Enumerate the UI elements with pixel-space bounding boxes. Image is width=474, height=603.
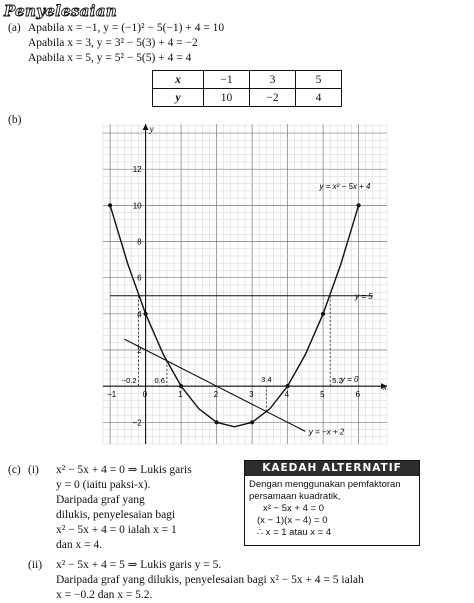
y-axis-arrow [143,124,149,130]
part-c-ii-line-1: x² − 5x + 4 = 5 ⇒ Lukis garis y = 5. [56,559,222,571]
series-label-neg-x-2: y = −x + 2 [308,427,345,437]
x-tick-label: 4 [284,390,290,400]
page-title: Penyelesaian [4,2,117,20]
part-a-line-3: Apabila x = 5, y = 5² − 5(5) + 4 = 4 [28,52,192,64]
table-cell: 4 [296,89,342,107]
alternative-line-5: ∴ x = 1 atau x = 4 [257,527,332,538]
series-label-y-0: y = 0 [340,375,359,385]
part-c-i-line-3: Daripada graf yang [56,494,145,506]
intersection-label: 3.4 [261,375,272,385]
x-tick-label: 2 [213,390,219,400]
y-tick-label: 2 [137,345,142,355]
alternative-line-4: (x − 1)(x − 4) = 0 [257,515,328,526]
alternative-method-heading: KAEDAH ALTERNATIF [245,461,419,476]
value-table [152,70,342,107]
intersection-label: −0.2 [121,376,137,386]
part-c-i-label: (i) [28,464,39,476]
plotted-point [215,420,219,424]
part-a-label: (a) [8,22,21,34]
x-axis-label: x [383,382,387,393]
part-a-line-1: Apabila x = −1, y = (−1)² − 5(−1) + 4 = 10 [28,22,225,34]
plotted-point [321,312,325,316]
part-b-label: (b) [8,114,22,126]
alternative-line-1: Dengan menggunakan pemfaktoran [249,479,401,490]
y-tick-label: 4 [137,309,142,319]
y-tick-label: 10 [132,201,142,211]
plotted-point [286,384,290,388]
alternative-method-box [244,460,420,546]
part-c-i-line-4: dilukis, penyelesaian bagi [56,509,176,521]
table-header-x: x [153,71,204,89]
y-tick-label: 6 [137,273,142,283]
x-tick-label: 0 [142,390,148,400]
plotted-point [144,312,148,316]
intersection-label: 5.2 [332,376,343,386]
part-c-i-line-2: y = 0 (iaitu paksi-x). [56,479,151,491]
part-a-line-2: Apabila x = 3, y = 3² − 5(3) + 4 = −2 [28,37,198,49]
plotted-point [179,384,183,388]
alternative-line-2: persamaan kuadratik, [249,491,341,502]
x-tick-label: 1 [178,390,183,400]
series-label-parabola: y = x² − 5x + 4 [319,182,371,192]
y-tick-label: −2 [132,418,142,428]
plotted-point [357,203,361,207]
table-cell: 3 [250,71,296,89]
part-c-i-line-1: x² − 5x + 4 = 0 ⇒ Lukis garis [56,464,192,476]
series-label-y-5: y = 5 [355,291,373,301]
table-cell: 5 [296,71,342,89]
x-tick-label: 5 [320,390,325,400]
plotted-point [250,420,254,424]
part-c-label: (c) [8,464,21,476]
alternative-line-3: x² − 5x + 4 = 0 [263,503,324,514]
table-cell: −2 [250,89,296,107]
line-neg-x-plus-2 [121,339,305,431]
part-c-ii-label: (ii) [28,559,43,571]
x-tick-label: 6 [355,390,361,400]
table-row [153,89,342,107]
table-row [153,71,342,89]
table-cell: −1 [204,71,250,89]
quadratic-graph [95,118,395,452]
table-cell: 10 [204,89,250,107]
part-c-i-line-5: x² − 5x + 4 = 0 ialah x = 1 [56,524,177,536]
y-axis-label: y [149,124,154,134]
intersection-label: 0.6 [154,376,165,386]
part-c-ii-line-3: x = −0.2 dan x = 5.2. [56,589,153,601]
part-c-i-line-6: dan x = 4. [56,539,103,551]
part-c-ii-line-2: Daripada graf yang dilukis, penyelesaian bagi x² − 5x + 4 = 5 ialah [56,574,364,586]
y-tick-label: 12 [132,165,142,175]
plotted-point [108,203,112,207]
x-tick-label: −1 [107,390,117,400]
table-header-y: y [153,89,204,107]
x-tick-label: 3 [249,390,254,400]
y-tick-label: 8 [137,237,142,247]
